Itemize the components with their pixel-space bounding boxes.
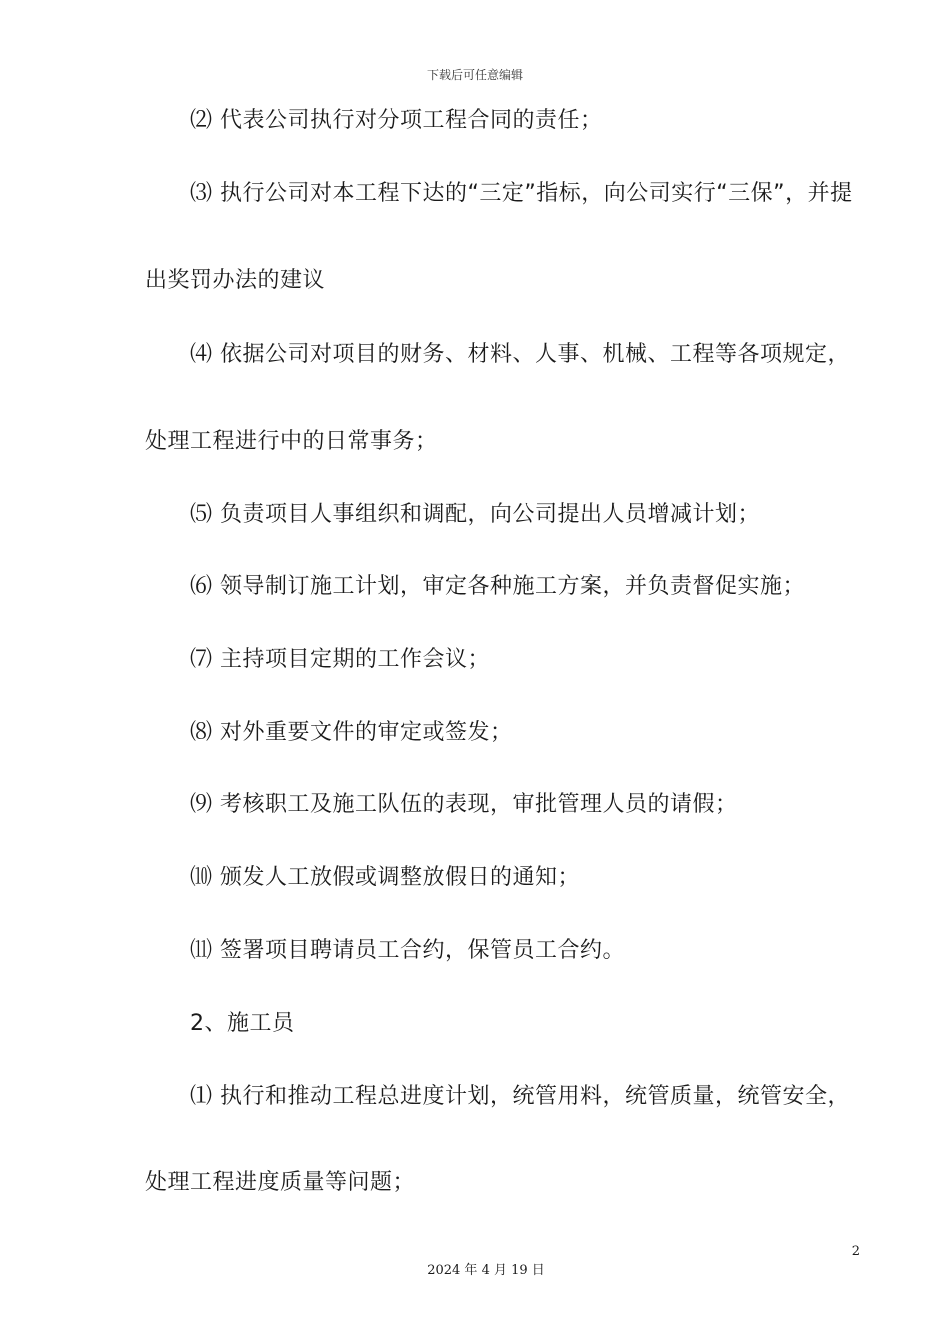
paragraph-8: ⑻ 对外重要文件的审定或签发； xyxy=(190,720,513,745)
paragraph-3: ⑶ 执行公司对本工程下达的“三定”指标，向公司实行“三保”，并提 xyxy=(190,181,853,206)
paragraph-7: ⑺ 主持项目定期的工作会议； xyxy=(190,647,490,672)
paragraph-9: ⑼ 考核职工及施工队伍的表现，审批管理人员的请假； xyxy=(190,792,738,817)
paragraph-10: ⑽ 颁发人工放假或调整放假日的通知； xyxy=(190,865,580,890)
paragraph-3-cont: 出奖罚办法的建议 xyxy=(145,268,326,293)
paragraph-s1: ⑴ 执行和推动工程总进度计划，统管用料，统管质量，统管安全， xyxy=(190,1084,850,1109)
footer-date: 2024 年 4 月 19 日 xyxy=(427,1263,545,1278)
paragraph-6: ⑹ 领导制订施工计划，审定各种施工方案，并负责督促实施； xyxy=(190,574,805,599)
paragraph-4: ⑷ 依据公司对项目的财务、材料、人事、机械、工程等各项规定， xyxy=(190,342,850,367)
page-header: 下载后可任意编辑 xyxy=(426,68,523,82)
page-number: 2 xyxy=(851,1244,860,1259)
paragraph-2: ⑵ 代表公司执行对分项工程合同的责任； xyxy=(190,108,603,133)
paragraph-s1-cont: 处理工程进度质量等问题； xyxy=(145,1170,416,1195)
paragraph-11: ⑾ 签署项目聘请员工合约，保管员工合约。 xyxy=(190,938,625,963)
section-heading: 2、施工员 xyxy=(190,1011,295,1036)
paragraph-5: ⑸ 负责项目人事组织和调配，向公司提出人员增减计划； xyxy=(190,502,760,527)
paragraph-4-cont: 处理工程进行中的日常事务； xyxy=(145,429,438,454)
